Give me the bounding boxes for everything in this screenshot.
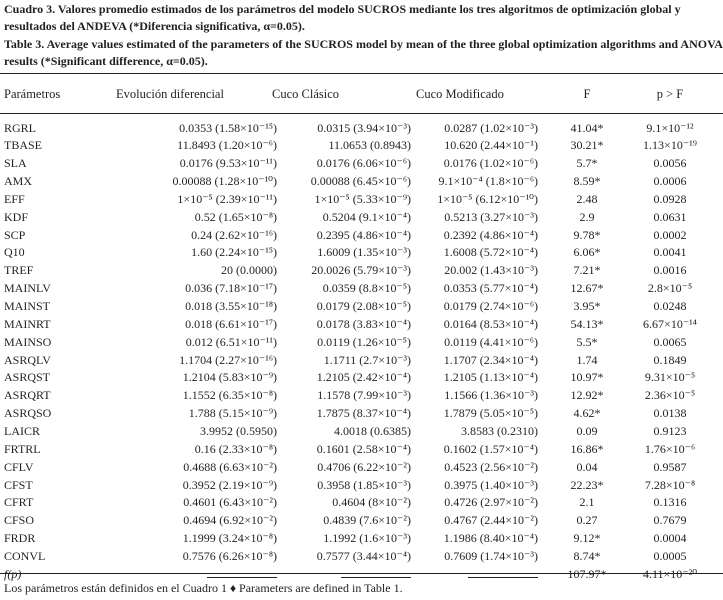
evolucion-diferencial-value: 1.1552 (6.35×10⁻⁸)	[182, 388, 277, 403]
param-name: CFRT	[4, 495, 34, 510]
cuco-modificado-value: 0.3975 (1.40×10⁻³)	[444, 477, 538, 492]
p-value: 0.0006	[653, 174, 687, 189]
cuco-modificado-value: 0.4767 (2.44×10⁻²)	[444, 513, 538, 528]
param-name: MAINLV	[4, 281, 51, 296]
f-value: 4.62*	[573, 406, 601, 421]
p-value: 0.9123	[653, 423, 687, 438]
header-p: p > F	[656, 87, 684, 101]
cuco-clasico-value: 0.1601 (2.58×10⁻⁴)	[316, 441, 411, 456]
param-name: FRDR	[4, 531, 36, 546]
table-row	[0, 155, 723, 172]
cuco-clasico-value: 0.7577 (3.44×10⁻⁴)	[316, 548, 411, 563]
table-row	[0, 548, 723, 565]
cuco-clasico-value: 0.4706 (6.22×10⁻²)	[317, 459, 411, 474]
header-cuco-clasico: Cuco Clásico	[272, 87, 340, 101]
cuco-modificado-value: 0.4726 (2.97×10⁻²)	[444, 495, 538, 510]
f-value: 5.5*	[576, 334, 598, 349]
param-name: Q10	[4, 245, 25, 260]
f-value: 30.21*	[570, 138, 604, 153]
caption-english-label: Table 3.	[4, 37, 45, 51]
table-row	[0, 441, 723, 458]
param-name: ASRQSO	[4, 406, 52, 421]
param-name: MAINSO	[4, 334, 52, 349]
p-value: 0.0248	[653, 299, 687, 313]
evolucion-diferencial-value: 1.2104 (5.83×10⁻⁹)	[182, 370, 277, 385]
table-row	[0, 280, 723, 297]
f-value: 0.27	[576, 513, 598, 528]
cuco-modificado-value: 1.6008 (5.72×10⁻⁴)	[443, 245, 538, 260]
p-value: 1.13×10⁻¹⁹	[643, 138, 697, 153]
cuco-clasico-value: 0.0315 (3.94×10⁻³)	[317, 120, 411, 135]
f-value: 3.95*	[573, 299, 601, 313]
evolucion-diferencial-value: 1.788 (5.15×10⁻⁹)	[188, 406, 277, 421]
table-row	[0, 316, 723, 333]
param-name: ASRQST	[4, 370, 51, 385]
f-value: 0.09	[576, 423, 598, 438]
header-evolucion-diferencial: Evolución diferencial	[116, 87, 224, 101]
param-name: SLA	[4, 156, 27, 171]
f-value: 22.23*	[570, 477, 604, 492]
param-name: MAINST	[4, 299, 51, 313]
evolucion-diferencial-value: 0.24 (2.62×10⁻¹⁶)	[191, 227, 277, 242]
p-value: 9.31×10⁻⁵	[644, 370, 696, 385]
param-name: AMX	[4, 174, 33, 189]
p-value: 0.0041	[653, 245, 687, 260]
header-cuco-modificado: Cuco Modificado	[416, 87, 504, 101]
cuco-modificado-value: 3.8583 (0.2310)	[461, 423, 538, 438]
param-name: LAICR	[4, 423, 40, 438]
cuco-modificado-value: 0.2392 (4.86×10⁻⁴)	[443, 227, 538, 242]
f-value: 8.59*	[573, 174, 601, 189]
cuco-modificado-value: 0.0287 (1.02×10⁻³)	[444, 120, 538, 135]
p-value: 0.1316	[653, 495, 687, 510]
cuco-clasico-value: 0.4604 (8×10⁻²)	[332, 495, 411, 510]
evolucion-diferencial-value: 0.018 (3.55×10⁻¹⁸)	[185, 299, 277, 313]
f-value: 9.78*	[573, 227, 601, 242]
header-parametros: Parámetros	[4, 87, 61, 101]
p-value: 0.0928	[653, 191, 687, 206]
cuco-clasico-value: 1.6009 (1.35×10⁻³)	[317, 245, 411, 260]
caption-spanish-label: Cuadro 3.	[4, 2, 56, 16]
cuco-clasico-value: 1.7875 (8.37×10⁻⁴)	[316, 406, 411, 421]
cuco-modificado-value: 0.0179 (2.74×10⁻⁶)	[443, 299, 538, 313]
f-value: 16.86*	[570, 441, 604, 456]
param-name: KDF	[4, 209, 29, 224]
table-row	[0, 227, 723, 244]
cuco-modificado-value: 1.7879 (5.05×10⁻⁵)	[443, 406, 538, 421]
f-value: 2.9	[579, 209, 595, 224]
cuco-clasico-value: 1.1711 (2.7×10⁻³)	[323, 352, 411, 367]
evolucion-diferencial-value: 0.16 (2.33×10⁻⁸)	[194, 441, 277, 456]
f-value: 1.74	[576, 352, 598, 367]
table-row	[0, 387, 723, 404]
p-value: 0.0016	[653, 263, 687, 278]
evolucion-diferencial-value: 0.0176 (9.53×10⁻¹¹)	[179, 156, 277, 171]
f-value: 8.74*	[573, 548, 601, 563]
p-value: 0.7679	[653, 513, 687, 528]
evolucion-diferencial-value: 3.9952 (0.5950)	[200, 423, 277, 438]
param-name: CFSO	[4, 513, 35, 528]
cuco-modificado-value: 1×10⁻⁵ (6.12×10⁻¹⁰)	[437, 191, 538, 206]
f-value: 2.48	[576, 191, 598, 206]
evolucion-diferencial-value: 1.1704 (2.27×10⁻¹⁶)	[179, 352, 277, 367]
p-value: 9.1×10⁻¹²	[646, 120, 694, 135]
p-value: 7.28×10⁻⁸	[644, 477, 696, 492]
cuco-clasico-value: 0.3958 (1.85×10⁻³)	[317, 477, 411, 492]
p-value: 0.0005	[653, 548, 687, 563]
p-value: 2.36×10⁻⁵	[644, 388, 696, 403]
f-value: 107.97*	[567, 566, 607, 581]
evolucion-diferencial-value: 11.8493 (1.20×10⁻⁶)	[177, 138, 277, 153]
cuco-clasico-value: 1×10⁻⁵ (5.33×10⁻⁹)	[314, 191, 411, 206]
table-row	[0, 512, 723, 529]
table-header-rule	[0, 113, 723, 114]
f-value: 12.67*	[570, 281, 604, 296]
param-name: MAINRT	[4, 316, 51, 331]
param-name: CONVL	[4, 548, 46, 563]
cuco-modificado-value: 0.0176 (1.02×10⁻⁶)	[443, 156, 538, 171]
p-value: 0.0004	[653, 531, 687, 546]
param-name: TBASE	[4, 138, 43, 153]
p-value: 0.0631	[653, 209, 687, 224]
evolucion-diferencial-value: 0.036 (7.18×10⁻¹⁷)	[185, 281, 277, 296]
param-name: SCP	[4, 227, 26, 242]
param-name: ASRQRT	[4, 388, 51, 403]
cuco-clasico-value: 0.0179 (2.08×10⁻⁵)	[316, 299, 411, 313]
p-value: 4.11×10⁻²⁰	[642, 566, 698, 581]
table-row	[0, 459, 723, 476]
evolucion-diferencial-value: 0.0353 (1.58×10⁻¹⁵)	[179, 120, 277, 135]
table-row	[0, 262, 723, 279]
evolucion-diferencial-value: 1.60 (2.24×10⁻¹⁵)	[191, 245, 277, 260]
cuco-modificado-value: 0.4523 (2.56×10⁻²)	[444, 459, 538, 474]
cuco-modificado-value: 20.002 (1.43×10⁻³)	[444, 263, 538, 278]
evolucion-diferencial-value: 0.4694 (6.92×10⁻²)	[183, 513, 277, 528]
f-value: 0.04	[576, 459, 598, 474]
table-row	[0, 120, 723, 137]
p-value: 0.0002	[653, 227, 687, 242]
cuco-clasico-value: 1.2105 (2.42×10⁻⁴)	[316, 370, 411, 385]
f-value: 41.04*	[570, 120, 604, 135]
cuco-clasico-value: 0.4839 (7.6×10⁻²)	[323, 513, 411, 528]
cuco-modificado-value: 1.1566 (1.36×10⁻³)	[444, 388, 538, 403]
p-value: 1.76×10⁻⁶	[644, 441, 696, 456]
table-row	[0, 137, 723, 154]
p-value: 6.67×10⁻¹⁴	[643, 316, 697, 331]
cuco-clasico-value: 0.2395 (4.86×10⁻⁴)	[316, 227, 411, 242]
p-value: 0.0065	[653, 334, 687, 349]
param-name: f(p)	[4, 566, 22, 581]
cuco-clasico-value: 0.0178 (3.83×10⁻⁴)	[316, 316, 411, 331]
param-name: ASRQLV	[4, 352, 51, 367]
f-value: 10.97*	[570, 370, 604, 385]
table-row	[0, 477, 723, 494]
cuco-modificado-value: 0.0353 (5.77×10⁻⁴)	[443, 281, 538, 296]
cuco-clasico-value: 20.0026 (5.79×10⁻³)	[311, 263, 411, 278]
table-row	[0, 173, 723, 190]
table-row	[0, 191, 723, 208]
evolucion-diferencial-value: 1.1999 (3.24×10⁻⁸)	[182, 531, 277, 546]
param-name: CFST	[4, 477, 33, 492]
cuco-modificado-value: 1.2105 (1.13×10⁻⁴)	[443, 370, 538, 385]
table-row	[0, 423, 723, 440]
p-value: 0.1849	[653, 352, 687, 367]
cuco-modificado-value: 0.0119 (4.41×10⁻⁶)	[444, 334, 538, 349]
f-value: 54.13*	[570, 316, 604, 331]
cuco-modificado-value: 0.1602 (1.57×10⁻⁴)	[443, 441, 538, 456]
cuco-clasico-value: 0.0119 (1.26×10⁻⁵)	[317, 334, 411, 349]
p-value: 0.9587	[653, 459, 687, 474]
cuco-clasico-value: 0.5204 (9.1×10⁻⁴)	[322, 209, 411, 224]
table-row	[0, 334, 723, 351]
param-name: FRTRL	[4, 441, 41, 456]
p-value: 2.8×10⁻⁵	[647, 281, 693, 296]
param-name: RGRL	[4, 120, 37, 135]
param-name: CFLV	[4, 459, 34, 474]
cuco-clasico-value: 4.0018 (0.6385)	[334, 423, 411, 438]
cuco-clasico-value: 1.1992 (1.6×10⁻³)	[323, 531, 411, 546]
cuco-clasico-value: 11.0653 (0.8943)	[328, 138, 411, 153]
evolucion-diferencial-value: 20 (0.0000)	[221, 263, 277, 278]
cuco-modificado-value: 1.1707 (2.34×10⁻⁴)	[443, 352, 538, 367]
evolucion-diferencial-value: 0.52 (1.65×10⁻⁸)	[194, 209, 277, 224]
f-value: 2.1	[579, 495, 595, 510]
cuco-clasico-value: 0.00088 (6.45×10⁻⁶)	[310, 174, 411, 189]
cuco-modificado-value: 1.1986 (8.40×10⁻⁴)	[443, 531, 538, 546]
cuco-clasico-value: 0.0359 (8.8×10⁻⁵)	[322, 281, 411, 296]
caption-spanish-text: Valores promedio estimados de los parámetros del modelo SUCROS mediante los tres algoritmos de optimización global y resultados del ANDEVA (*Diferencia significativa, α=0.05).	[4, 2, 681, 33]
f-value: 5.7*	[576, 156, 598, 171]
footnote: Los parámetros están definidos en el Cuadro 1 ♦ Parameters are defined in Table 1.	[4, 581, 403, 595]
table-row	[0, 405, 723, 422]
cuco-clasico-value: 1.1578 (7.99×10⁻³)	[317, 388, 411, 403]
evolucion-diferencial-value: 0.012 (6.51×10⁻¹¹)	[185, 334, 277, 349]
table-row	[0, 244, 723, 261]
caption-english-text: Average values estimated of the parameters of the SUCROS model by mean of the three global optimization algorithms and ANOVA results (*Significant difference, α=0.05).	[4, 37, 723, 68]
cuco-modificado-value: 9.1×10⁻⁴ (1.8×10⁻⁶)	[438, 174, 538, 189]
table-row	[0, 209, 723, 226]
caption-english	[4, 36, 723, 70]
cuco-modificado-value	[468, 566, 538, 583]
table-row	[0, 369, 723, 386]
cuco-clasico-value: 0.0176 (6.06×10⁻⁶)	[316, 156, 411, 171]
table-bottom-rule	[0, 573, 723, 574]
evolucion-diferencial-value: 0.7576 (6.26×10⁻⁸)	[182, 548, 277, 563]
table-row	[0, 352, 723, 369]
cuco-modificado-value: 0.5213 (3.27×10⁻³)	[444, 209, 538, 224]
f-value: 6.06*	[573, 245, 601, 260]
evolucion-diferencial-value: 0.4601 (6.43×10⁻²)	[183, 495, 277, 510]
evolucion-diferencial-value: 1×10⁻⁵ (2.39×10⁻¹¹)	[177, 191, 277, 206]
evolucion-diferencial-value: 0.4688 (6.63×10⁻²)	[183, 459, 277, 474]
cuco-modificado-value: 0.7609 (1.74×10⁻³)	[444, 548, 538, 563]
table-row	[0, 494, 723, 511]
table-top-rule	[0, 73, 723, 74]
p-value: 0.0138	[653, 406, 687, 421]
table-row	[0, 298, 723, 315]
header-f: F	[583, 87, 591, 101]
f-value: 7.21*	[573, 263, 601, 278]
table-row	[0, 530, 723, 547]
evolucion-diferencial-value: 0.018 (6.61×10⁻¹⁷)	[185, 316, 277, 331]
evolucion-diferencial-value: 0.3952 (2.19×10⁻⁹)	[182, 477, 277, 492]
param-name: EFF	[4, 191, 25, 206]
cuco-modificado-value: 0.0164 (8.53×10⁻⁴)	[443, 316, 538, 331]
evolucion-diferencial-value: 0.00088 (1.28×10⁻¹⁰)	[172, 174, 277, 189]
param-name: TREF	[4, 263, 34, 278]
p-value: 0.0056	[653, 156, 687, 171]
f-value: 12.92*	[570, 388, 604, 403]
f-value: 9.12*	[573, 531, 601, 546]
cuco-modificado-value: 10.620 (2.44×10⁻¹)	[444, 138, 538, 153]
caption-spanish	[4, 1, 723, 35]
